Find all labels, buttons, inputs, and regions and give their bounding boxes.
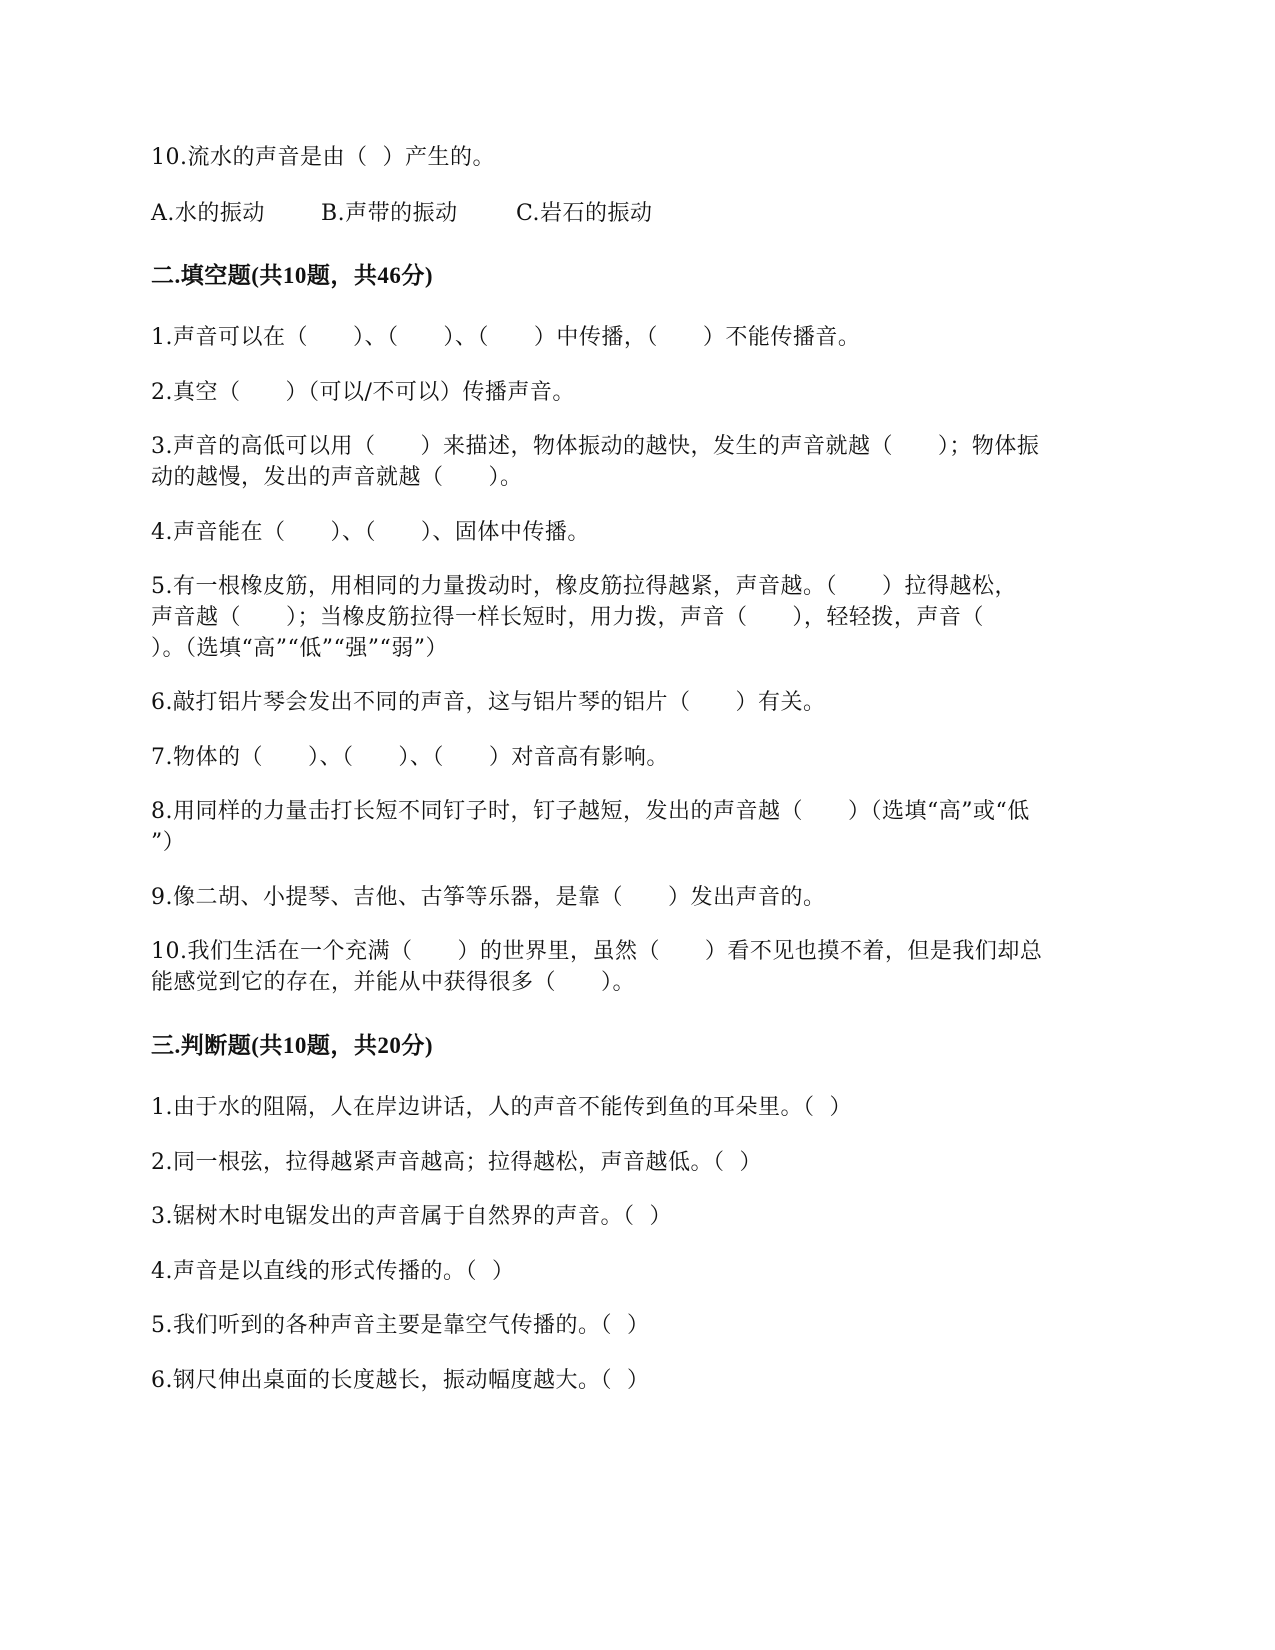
fill-question-3-line-1: 3.声音的高低可以用（ ）来描述，物体振动的越快，发生的声音就越（ ）；物体振 [151, 434, 1040, 459]
fill-question-10-line-2: 能感觉到它的存在，并能从中获得很多（ ）。 [151, 970, 635, 995]
fill-question-1: 1.声音可以在（ ）、（ ）、（ ）中传播，（ ）不能传播音。 [151, 325, 861, 350]
judge-question-6: 6.钢尺伸出桌面的长度越长，振动幅度越大。（ ） [151, 1368, 650, 1393]
fill-question-5-line-3: ）。（选填“高”“低”“强”“弱”） [151, 636, 448, 661]
choice-question-10: 10.流水的声音是由（ ）产生的。 [151, 145, 495, 170]
fill-question-9: 9.像二胡、小提琴、吉他、古筝等乐器，是靠（ ）发出声音的。 [151, 885, 826, 910]
fill-question-8-line-2: ”） [151, 830, 186, 855]
judge-question-3: 3.锯树木时电锯发出的声音属于自然界的声音。（ ） [151, 1204, 672, 1229]
fill-question-5-line-2: 声音越（ ）；当橡皮筋拉得一样长短时，用力拨，声音（ ），轻轻拨，声音（ [151, 605, 984, 630]
option-c: C.岩石的振动 [516, 201, 653, 226]
fill-question-7: 7.物体的（ ）、（ ）、（ ）对音高有影响。 [151, 745, 669, 770]
choice-question-10-options [151, 198, 1126, 230]
fill-question-8-line-1: 8.用同样的力量击打长短不同钉子时，钉子越短，发出的声音越（ ）（选填“高”或“低 [151, 799, 1030, 824]
option-b: B.声带的振动 [321, 201, 458, 226]
fill-question-5-line-1: 5.有一根橡皮筋，用相同的力量拨动时，橡皮筋拉得越紧，声音越。（ ）拉得越松， [151, 574, 1017, 599]
judge-question-4: 4.声音是以直线的形式传播的。（ ） [151, 1259, 515, 1284]
judge-question-5: 5.我们听到的各种声音主要是靠空气传播的。（ ） [151, 1313, 650, 1338]
judge-section-heading: 三.判断题(共10题，共20分) [151, 1033, 434, 1058]
fill-question-10-line-1: 10.我们生活在一个充满（ ）的世界里，虽然（ ）看不见也摸不着，但是我们却总 [151, 939, 1043, 964]
fill-section-heading: 二.填空题(共10题，共46分) [151, 263, 434, 288]
fill-question-4: 4.声音能在（ ）、（ ）、固体中传播。 [151, 520, 590, 545]
judge-question-1: 1.由于水的阻隔，人在岸边讲话，人的声音不能传到鱼的耳朵里。（ ） [151, 1095, 852, 1120]
fill-question-2: 2.真空（ ）（可以/不可以）传播声音。 [151, 380, 575, 405]
option-a: A.水的振动 [151, 201, 265, 226]
judge-question-2: 2.同一根弦，拉得越紧声音越高；拉得越松，声音越低。（ ） [151, 1150, 762, 1175]
fill-question-3-line-2: 动的越慢，发出的声音就越（ ）。 [151, 465, 523, 490]
fill-question-6: 6.敲打铝片琴会发出不同的声音，这与铝片琴的铝片（ ）有关。 [151, 690, 826, 715]
